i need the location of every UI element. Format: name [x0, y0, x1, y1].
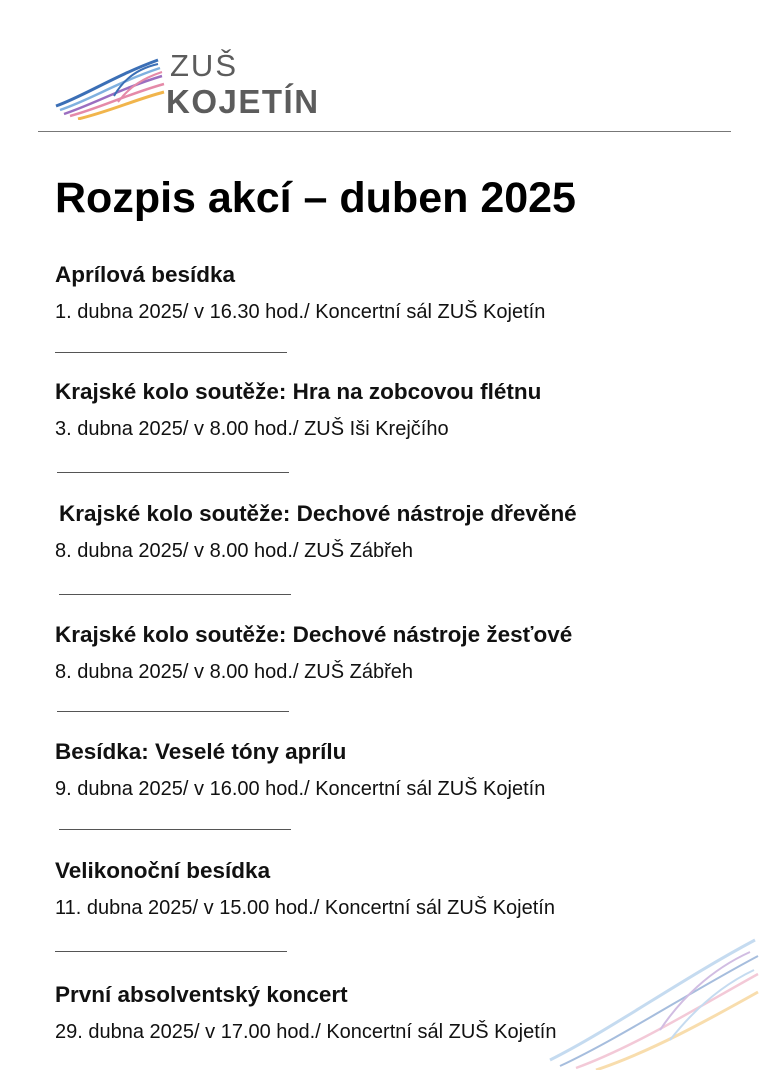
- event-separator: [57, 711, 289, 712]
- book-wings-logo-icon: [54, 56, 166, 120]
- event-detail: 11. dubna 2025/ v 15.00 hod./ Koncertní sál ZUŠ Kojetín: [55, 897, 555, 919]
- event-separator: [59, 594, 291, 595]
- event-title: Velikonoční besídka: [55, 858, 271, 883]
- book-wings-watermark-icon: [540, 920, 760, 1070]
- page-title: Rozpis akcí – duben 2025: [55, 174, 576, 222]
- event-separator: [55, 352, 287, 353]
- event-title: Besídka: Veselé tóny aprílu: [55, 739, 347, 764]
- logo-text-zus: ZUŠ: [170, 48, 238, 83]
- event-detail: 9. dubna 2025/ v 16.00 hod./ Koncertní sál ZUŠ Kojetín: [55, 778, 546, 800]
- event-title: Krajské kolo soutěže: Dechové nástroje dřevěné: [59, 501, 577, 526]
- event-title: Aprílová besídka: [55, 262, 236, 287]
- event-item: [55, 856, 735, 922]
- event-detail: 8. dubna 2025/ v 8.00 hod./ ZUŠ Zábřeh: [55, 540, 414, 562]
- event-title: První absolventský koncert: [55, 982, 348, 1007]
- event-title: Krajské kolo soutěže: Hra na zobcovou flétnu: [55, 379, 542, 404]
- event-item: [55, 260, 735, 326]
- event-item: [55, 737, 735, 803]
- event-separator: [55, 951, 287, 952]
- event-detail: 8. dubna 2025/ v 8.00 hod./ ZUŠ Zábřeh: [55, 661, 414, 683]
- event-detail: 29. dubna 2025/ v 17.00 hod./ Koncertní sál ZUŠ Kojetín: [55, 1021, 557, 1043]
- event-separator: [57, 472, 289, 473]
- header-divider: [38, 131, 731, 132]
- event-detail: 3. dubna 2025/ v 8.00 hod./ ZUŠ Iši Krejčího: [55, 418, 449, 440]
- event-detail: 1. dubna 2025/ v 16.30 hod./ Koncertní sál ZUŠ Kojetín: [55, 301, 546, 323]
- event-item: [55, 620, 735, 686]
- event-item: [55, 377, 735, 443]
- event-title: Krajské kolo soutěže: Dechové nástroje žesťové: [55, 622, 573, 647]
- event-separator: [59, 829, 291, 830]
- logo-text-kojetin: KOJETÍN: [166, 83, 320, 120]
- event-item: [55, 499, 739, 565]
- school-logo: [54, 48, 334, 128]
